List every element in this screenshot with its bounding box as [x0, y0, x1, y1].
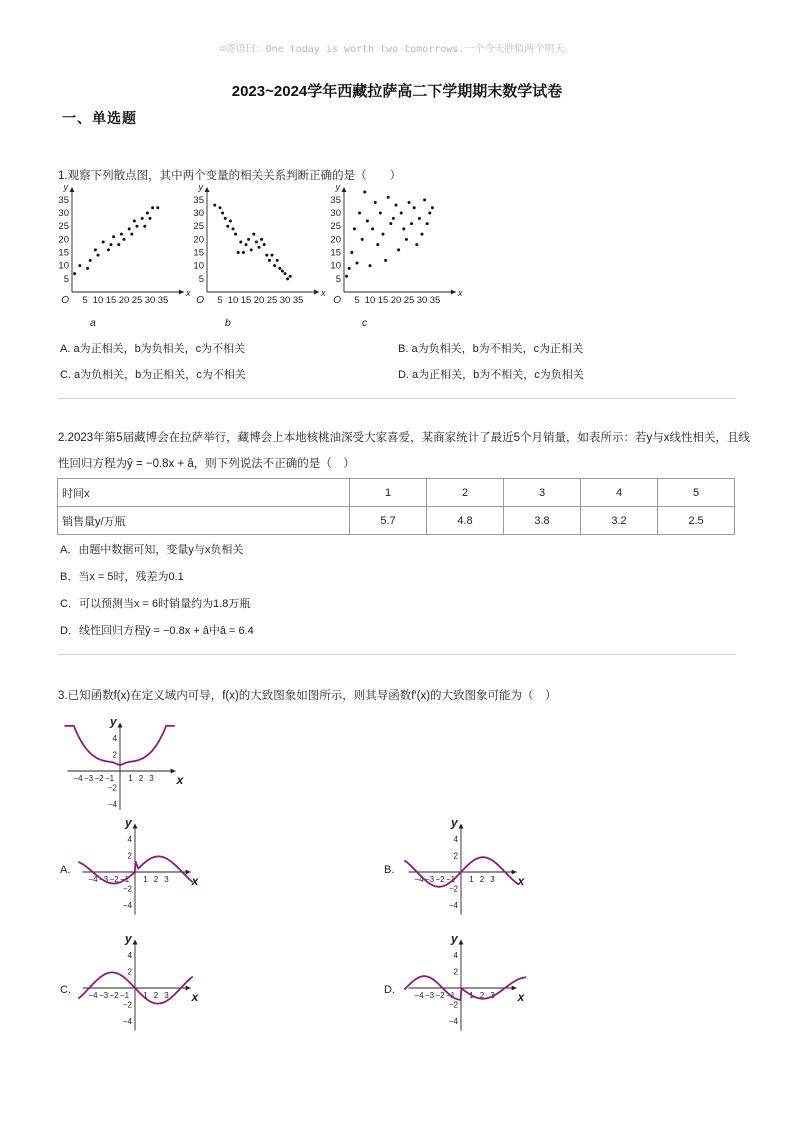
- origin-label: O: [196, 295, 204, 306]
- tick-label: 25: [266, 295, 278, 306]
- tick-label: −2: [122, 1000, 132, 1010]
- data-point: [229, 219, 232, 222]
- plot-caption: c: [362, 317, 368, 329]
- tick-label: 35: [330, 194, 341, 206]
- data-point: [410, 222, 413, 225]
- x-axis-label: x: [191, 874, 199, 888]
- tick-label: 5: [354, 295, 360, 306]
- data-point: [423, 198, 426, 201]
- tick-label: −3: [98, 875, 109, 884]
- tick-label: −4: [414, 991, 424, 1000]
- y-axis-arrow: [459, 939, 464, 944]
- tick-label: 2: [112, 750, 117, 760]
- data-point: [151, 206, 154, 209]
- tick-label: −4: [73, 774, 83, 783]
- data-point: [382, 233, 385, 236]
- data-point: [252, 233, 255, 236]
- tick-label: −4: [414, 875, 424, 884]
- y-axis-label: y: [110, 714, 117, 729]
- q1-option-a[interactable]: A. a为正相关，b为负相关，c为不相关: [60, 343, 246, 355]
- data-point: [128, 227, 131, 230]
- tick-label: 3: [490, 875, 495, 884]
- tick-label: 15: [377, 295, 389, 306]
- q1-option-c[interactable]: C. a为负相关，b为正相关，c为不相关: [60, 369, 246, 381]
- data-point: [402, 227, 405, 230]
- plot-caption: a: [90, 317, 96, 329]
- tick-label: 10: [58, 260, 69, 272]
- tick-label: −2: [107, 783, 117, 793]
- data-point: [395, 204, 398, 207]
- tick-label: 1: [143, 875, 148, 884]
- tick-label: −2: [109, 875, 119, 884]
- tick-label: −4: [122, 1016, 132, 1026]
- y-axis-arrow: [133, 939, 138, 944]
- tick-label: −2: [435, 875, 445, 884]
- data-point: [117, 243, 120, 246]
- tick-label: −4: [448, 1016, 458, 1026]
- data-point: [120, 233, 123, 236]
- tick-label: 30: [193, 208, 204, 220]
- data-point: [237, 251, 240, 254]
- y-axis-label: y: [451, 815, 458, 830]
- tick-label: 2: [138, 774, 144, 783]
- y-axis-label: y: [451, 931, 458, 946]
- data-point: [73, 272, 76, 275]
- tick-label: 20: [58, 234, 69, 246]
- table-cell: 5: [658, 479, 735, 507]
- data-point: [260, 238, 263, 241]
- tick-label: 3: [490, 991, 495, 1000]
- table-cell: 4: [581, 479, 658, 507]
- tick-label: −1: [119, 875, 130, 884]
- data-point: [426, 222, 429, 225]
- data-point: [250, 248, 253, 251]
- table-cell: 1: [350, 479, 427, 507]
- tick-label: −1: [445, 875, 456, 884]
- tick-label: −4: [122, 900, 132, 910]
- q3-option-b[interactable]: B.: [384, 864, 395, 876]
- data-point: [130, 233, 133, 236]
- data-point: [136, 225, 139, 228]
- tick-label: −3: [424, 991, 435, 1000]
- tick-label: 10: [193, 260, 204, 272]
- x-axis-label: x: [321, 288, 326, 298]
- tick-label: 30: [58, 208, 69, 220]
- data-point: [268, 259, 271, 262]
- q1-option-d[interactable]: D. a为正相关，b为不相关，c为负相关: [398, 369, 584, 381]
- tick-label: 3: [149, 774, 154, 783]
- x-axis-arrow: [451, 290, 456, 295]
- tick-label: 1: [128, 774, 133, 783]
- tick-label: 25: [403, 295, 415, 306]
- tick-label: −2: [448, 1000, 458, 1010]
- data-point: [242, 251, 245, 254]
- tick-label: 15: [330, 247, 341, 259]
- scatter-plot-a: [58, 184, 191, 329]
- question-3-stem: 3.已知函数f(x)在定义域内可导，f(x)的大致图象如图所示，则其导函数f′(x)的大致图象可能为（ ）: [58, 690, 557, 702]
- tick-label: −2: [122, 884, 132, 894]
- tick-label: 4: [453, 835, 458, 845]
- q3-option-d-graph[interactable]: [398, 926, 538, 1038]
- tick-label: −3: [98, 991, 109, 1000]
- data-point: [232, 227, 235, 230]
- q2-option-a[interactable]: A．由题中数据可知，变量y与x负相关: [60, 544, 244, 556]
- tick-label: 1: [469, 875, 474, 884]
- y-axis-label: y: [335, 184, 340, 192]
- x-axis-label: x: [186, 288, 191, 298]
- q1-option-b[interactable]: B. a为负相关，b为不相关，c为正相关: [398, 343, 584, 355]
- x-axis-label: x: [458, 288, 463, 298]
- x-axis-arrow: [512, 986, 517, 991]
- data-point: [86, 267, 89, 270]
- tick-label: 35: [58, 194, 69, 206]
- y-axis-arrow: [342, 187, 347, 192]
- tick-label: 30: [416, 295, 428, 306]
- data-point: [112, 235, 115, 238]
- tick-label: 35: [157, 295, 169, 306]
- page-title: 2023~2024学年西藏拉萨高二下学期期末数学试卷: [231, 83, 563, 100]
- tick-label: 2: [479, 875, 485, 884]
- data-point: [361, 238, 364, 241]
- table-cell: 2.5: [658, 507, 735, 535]
- tick-label: −3: [83, 774, 94, 783]
- data-point: [281, 269, 284, 272]
- tick-label: 3: [164, 875, 169, 884]
- data-point: [376, 243, 379, 246]
- tick-label: 20: [193, 234, 204, 246]
- q3-fx-graph: [52, 705, 202, 810]
- x-axis-label: x: [191, 990, 199, 1004]
- x-axis-arrow: [171, 769, 176, 774]
- data-point: [133, 219, 136, 222]
- q2-option-d[interactable]: D．线性回归方程ŷ = −0.8x + â中â = 6.4: [60, 625, 254, 637]
- tick-label: −1: [119, 991, 130, 1000]
- data-point: [239, 241, 242, 244]
- data-point: [369, 264, 372, 267]
- tick-label: 10: [92, 295, 104, 306]
- data-point: [221, 212, 224, 215]
- data-point: [247, 238, 250, 241]
- tick-label: −2: [109, 991, 119, 1000]
- data-point: [156, 206, 159, 209]
- q3-option-a[interactable]: A.: [60, 864, 71, 876]
- data-point: [224, 217, 227, 220]
- scatter-plot-b: [193, 184, 326, 329]
- tick-label: 4: [453, 951, 458, 961]
- tick-label: 4: [127, 835, 132, 845]
- data-point: [286, 277, 289, 280]
- tick-label: −1: [104, 774, 115, 783]
- tick-label: 25: [58, 221, 69, 233]
- q3-option-b-graph[interactable]: [398, 810, 533, 922]
- tick-label: 35: [429, 295, 441, 306]
- data-point: [234, 233, 237, 236]
- x-axis-label: x: [517, 990, 525, 1004]
- question-1-stem: 1.观察下列散点图，其中两个变量的相关关系判断正确的是（ ）: [58, 170, 402, 182]
- tick-label: 15: [105, 295, 117, 306]
- tick-label: −1: [445, 991, 456, 1000]
- table-header-cell: 销售量y/万瓶: [58, 507, 350, 535]
- data-point: [245, 243, 248, 246]
- data-point: [405, 238, 408, 241]
- function-curve: [64, 726, 174, 765]
- q2-option-b[interactable]: B．当x = 5时，残差为0.1: [60, 571, 184, 583]
- tick-label: 4: [112, 734, 117, 744]
- data-point: [418, 217, 421, 220]
- data-point: [413, 206, 416, 209]
- data-point: [428, 212, 431, 215]
- tick-label: 1: [469, 991, 474, 1000]
- data-point: [289, 275, 292, 278]
- tick-label: 2: [127, 851, 132, 861]
- sales-table: [57, 478, 735, 535]
- tick-label: 35: [193, 194, 204, 206]
- data-point: [408, 201, 411, 204]
- tick-label: −2: [435, 991, 445, 1000]
- tick-label: 2: [127, 967, 132, 977]
- x-axis-arrow: [512, 870, 517, 875]
- tick-label: 10: [364, 295, 376, 306]
- data-point: [278, 267, 281, 270]
- tick-label: 25: [131, 295, 143, 306]
- q3-option-a-graph[interactable]: [72, 810, 207, 922]
- divider: [58, 654, 736, 655]
- data-point: [374, 201, 377, 204]
- tick-label: 2: [153, 875, 159, 884]
- data-point: [350, 251, 353, 254]
- data-point: [226, 225, 229, 228]
- data-point: [143, 225, 146, 228]
- tick-label: 2: [453, 967, 458, 977]
- tick-label: −4: [88, 875, 98, 884]
- y-axis-arrow: [118, 722, 123, 727]
- tick-label: 20: [390, 295, 402, 306]
- section-heading: 一、单选题: [62, 110, 137, 126]
- data-point: [149, 217, 152, 220]
- tick-label: 20: [118, 295, 130, 306]
- x-axis-arrow: [186, 986, 191, 991]
- tick-label: 30: [330, 208, 341, 220]
- tick-label: −4: [107, 799, 117, 809]
- data-point: [273, 264, 276, 267]
- q2-option-c[interactable]: C．可以预测当x = 6时销量约为1.8万瓶: [60, 598, 251, 610]
- data-point: [415, 243, 418, 246]
- y-axis-arrow: [205, 187, 210, 192]
- tick-label: 15: [240, 295, 252, 306]
- data-point: [356, 262, 359, 265]
- tick-label: 5: [63, 273, 69, 285]
- tick-label: 5: [335, 273, 341, 285]
- tick-label: 25: [193, 221, 204, 233]
- tick-label: 10: [330, 260, 341, 272]
- x-axis-arrow: [179, 290, 184, 295]
- x-axis-label: x: [176, 773, 184, 787]
- tick-label: 30: [279, 295, 291, 306]
- tick-label: 2: [153, 991, 159, 1000]
- x-axis-label: x: [517, 874, 525, 888]
- divider: [58, 398, 736, 399]
- y-axis-label: y: [63, 184, 68, 192]
- data-point: [353, 227, 356, 230]
- table-header-cell: 时间x: [58, 479, 350, 507]
- data-point: [265, 254, 268, 257]
- data-point: [363, 191, 366, 194]
- x-axis-arrow: [186, 870, 191, 875]
- tick-label: 25: [330, 221, 341, 233]
- tick-label: 1: [143, 991, 148, 1000]
- table-cell: 3.8: [504, 507, 581, 535]
- data-point: [284, 272, 287, 275]
- table-row: [58, 479, 735, 507]
- table-row: [58, 507, 735, 535]
- origin-label: O: [61, 295, 69, 306]
- tick-label: 5: [198, 273, 204, 285]
- tick-label: 35: [292, 295, 304, 306]
- tick-label: 5: [217, 295, 223, 306]
- data-point: [392, 217, 395, 220]
- tick-label: 3: [164, 991, 169, 1000]
- data-point: [348, 267, 351, 270]
- data-point: [141, 217, 144, 220]
- data-point: [397, 248, 400, 251]
- data-point: [371, 227, 374, 230]
- tick-label: −4: [88, 991, 98, 1000]
- y-axis-label: y: [125, 931, 132, 946]
- table-cell: 5.7: [350, 507, 427, 535]
- tick-label: −3: [424, 875, 435, 884]
- data-point: [255, 241, 258, 244]
- data-point: [263, 243, 266, 246]
- tick-label: 30: [144, 295, 156, 306]
- table-cell: 3.2: [581, 507, 658, 535]
- y-axis-arrow: [459, 823, 464, 828]
- data-point: [276, 259, 279, 262]
- tick-label: 10: [227, 295, 239, 306]
- data-point: [146, 212, 149, 215]
- data-point: [94, 248, 97, 251]
- tick-label: 4: [127, 951, 132, 961]
- tick-label: 2: [479, 991, 485, 1000]
- motto: ☺寄语曰：One today is worth two tomorrows.一个今天胜似两个明天。: [219, 44, 575, 55]
- data-point: [358, 212, 361, 215]
- tick-label: 2: [453, 851, 458, 861]
- data-point: [384, 259, 387, 262]
- tick-label: 20: [330, 234, 341, 246]
- data-point: [387, 196, 390, 199]
- data-point: [431, 206, 434, 209]
- tick-label: 20: [253, 295, 265, 306]
- data-point: [78, 264, 81, 267]
- data-point: [110, 243, 113, 246]
- data-point: [379, 212, 382, 215]
- tick-label: 15: [58, 247, 69, 259]
- data-point: [421, 233, 424, 236]
- plot-caption: b: [225, 317, 231, 329]
- data-point: [389, 222, 392, 225]
- data-point: [366, 219, 369, 222]
- scatter-plot-c: [330, 184, 463, 329]
- table-cell: 2: [427, 479, 504, 507]
- tick-label: −2: [94, 774, 104, 783]
- question-2-stem-line1: 2.2023年第5届藏博会在拉萨举行，藏博会上本地核桃油深受大家喜爱，某商家统计了最近5个月销量，如表所示：若y与x线性相关，且线: [58, 432, 750, 444]
- data-point: [258, 246, 261, 249]
- data-point: [123, 238, 126, 241]
- tick-label: −2: [448, 884, 458, 894]
- data-point: [400, 212, 403, 215]
- y-axis-arrow: [133, 823, 138, 828]
- x-axis-arrow: [314, 290, 319, 295]
- q3-option-c[interactable]: C.: [60, 984, 71, 996]
- y-axis-label: y: [198, 184, 203, 192]
- data-point: [219, 206, 222, 209]
- tick-label: −4: [448, 900, 458, 910]
- data-point: [89, 259, 92, 262]
- y-axis-label: y: [125, 815, 132, 830]
- q3-option-d[interactable]: D.: [384, 984, 395, 996]
- data-point: [107, 248, 110, 251]
- origin-label: O: [333, 295, 341, 306]
- data-point: [102, 241, 105, 244]
- tick-label: 15: [193, 247, 204, 259]
- y-axis-arrow: [70, 187, 75, 192]
- tick-label: 5: [82, 295, 88, 306]
- data-point: [213, 204, 216, 207]
- q3-option-c-graph[interactable]: [72, 926, 207, 1038]
- table-cell: 3: [504, 479, 581, 507]
- question-2-stem-line2: 性回归方程为ŷ = −0.8x + â，则下列说法不正确的是（ ）: [58, 458, 355, 470]
- q1-scatter-plots: [52, 184, 472, 334]
- data-point: [271, 254, 274, 257]
- table-cell: 4.8: [427, 507, 504, 535]
- data-point: [345, 275, 348, 278]
- data-point: [97, 254, 100, 257]
